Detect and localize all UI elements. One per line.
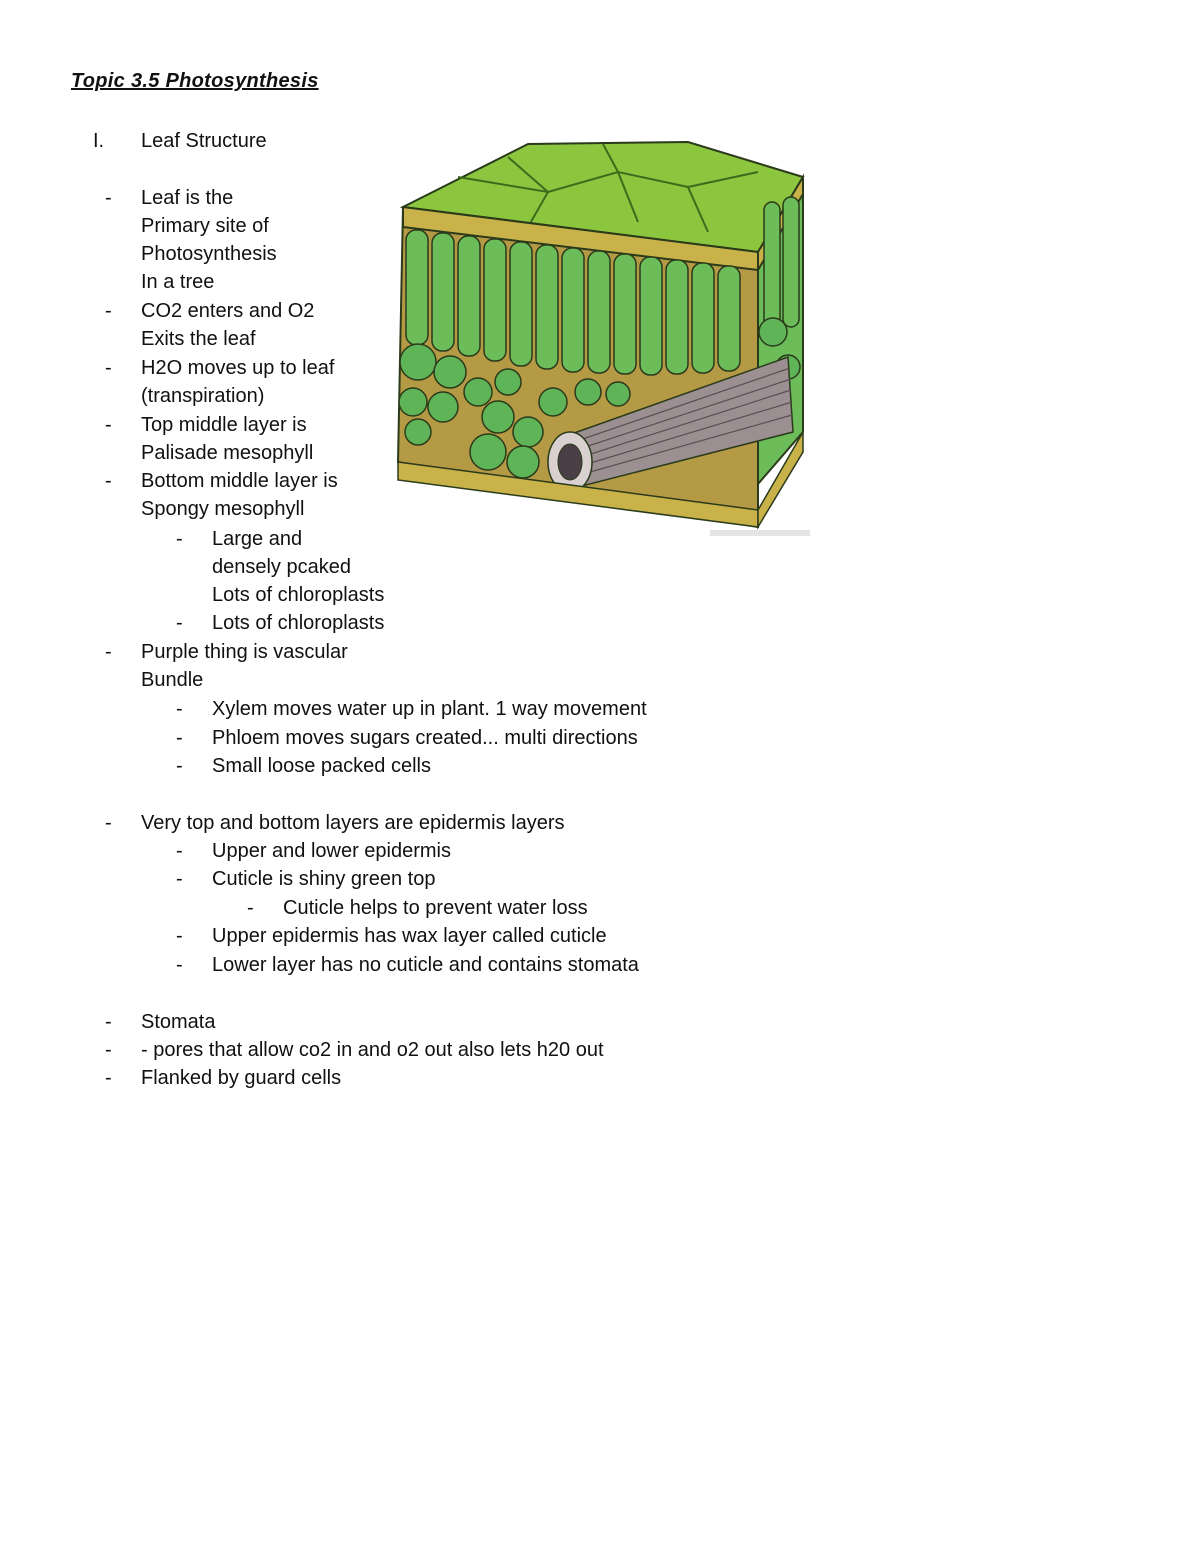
sub-bullet-marker: - [176, 698, 183, 720]
note-leaf-line-3: Photosynthesis [141, 243, 277, 265]
leaf-cross-section-svg [388, 132, 818, 544]
note-spongy-line-1: Bottom middle layer is [141, 470, 338, 492]
bullet-marker: - [105, 1011, 112, 1033]
bullet-marker: - [105, 1039, 112, 1061]
note-co2-line-2: Exits the leaf [141, 328, 256, 350]
sub-bullet-marker: - [176, 925, 183, 947]
note-leaf-line-1: Leaf is the [141, 187, 234, 209]
note-palisade-line-2: Palisade mesophyll [141, 442, 314, 464]
leaf-cross-section-figure [388, 132, 818, 544]
note-upper-lower: Upper and lower epidermis [212, 840, 452, 862]
note-phloem: Phloem moves sugars created... multi directions [212, 727, 638, 749]
note-epidermis: Very top and bottom layers are epidermis layers [141, 812, 565, 834]
note-spongy-line-2: Spongy mesophyll [141, 498, 305, 520]
bullet-marker: - [105, 812, 112, 834]
note-stomata: Stomata [141, 1011, 216, 1033]
note-small-cells: Small loose packed cells [212, 755, 431, 777]
bullet-marker: - [105, 641, 112, 663]
note-wax: Upper epidermis has wax layer called cuticle [212, 925, 607, 947]
note-guard-cells: Flanked by guard cells [141, 1067, 342, 1089]
note-vascular-line-1: Purple thing is vascular [141, 641, 348, 663]
note-spongy-sub1-line-3: Lots of chloroplasts [212, 584, 385, 606]
note-stomata-pores: - pores that allow co2 in and o2 out also lets h20 out [141, 1039, 604, 1061]
sub-bullet-marker: - [176, 612, 183, 634]
sub-bullet-marker: - [176, 868, 183, 890]
sub-bullet-marker: - [176, 840, 183, 862]
note-cuticle: Cuticle is shiny green top [212, 868, 436, 890]
section-marker: I. [93, 130, 105, 152]
sub-bullet-marker: - [176, 755, 183, 777]
note-h2o-line-2: (transpiration) [141, 385, 265, 407]
note-h2o-line-1: H2O moves up to leaf [141, 357, 335, 379]
sub-bullet-marker: - [176, 528, 183, 550]
bullet-marker: - [105, 1067, 112, 1089]
note-spongy-sub1-line-2: densely pcaked [212, 556, 351, 578]
sub-sub-bullet-marker: - [247, 897, 254, 919]
note-vascular-line-2: Bundle [141, 669, 204, 691]
sub-bullet-marker: - [176, 954, 183, 976]
page-title: Topic 3.5 Photosynthesis [71, 70, 319, 92]
bullet-marker: - [105, 414, 112, 436]
bullet-marker: - [105, 357, 112, 379]
note-leaf-line-2: Primary site of [141, 215, 269, 237]
note-co2-line-1: CO2 enters and O2 [141, 300, 315, 322]
note-lower: Lower layer has no cuticle and contains stomata [212, 954, 639, 976]
bullet-marker: - [105, 470, 112, 492]
note-cuticle-sub: Cuticle helps to prevent water loss [283, 897, 588, 919]
note-palisade-line-1: Top middle layer is [141, 414, 307, 436]
section-heading: Leaf Structure [141, 130, 267, 152]
note-spongy-sub1-line-1: Large and [212, 528, 303, 550]
bullet-marker: - [105, 187, 112, 209]
note-spongy-sub2: Lots of chloroplasts [212, 612, 385, 634]
note-xylem: Xylem moves water up in plant. 1 way movement [212, 698, 647, 720]
sub-bullet-marker: - [176, 727, 183, 749]
bullet-marker: - [105, 300, 112, 322]
note-leaf-line-4: In a tree [141, 271, 215, 293]
figure-watermark [710, 530, 810, 536]
